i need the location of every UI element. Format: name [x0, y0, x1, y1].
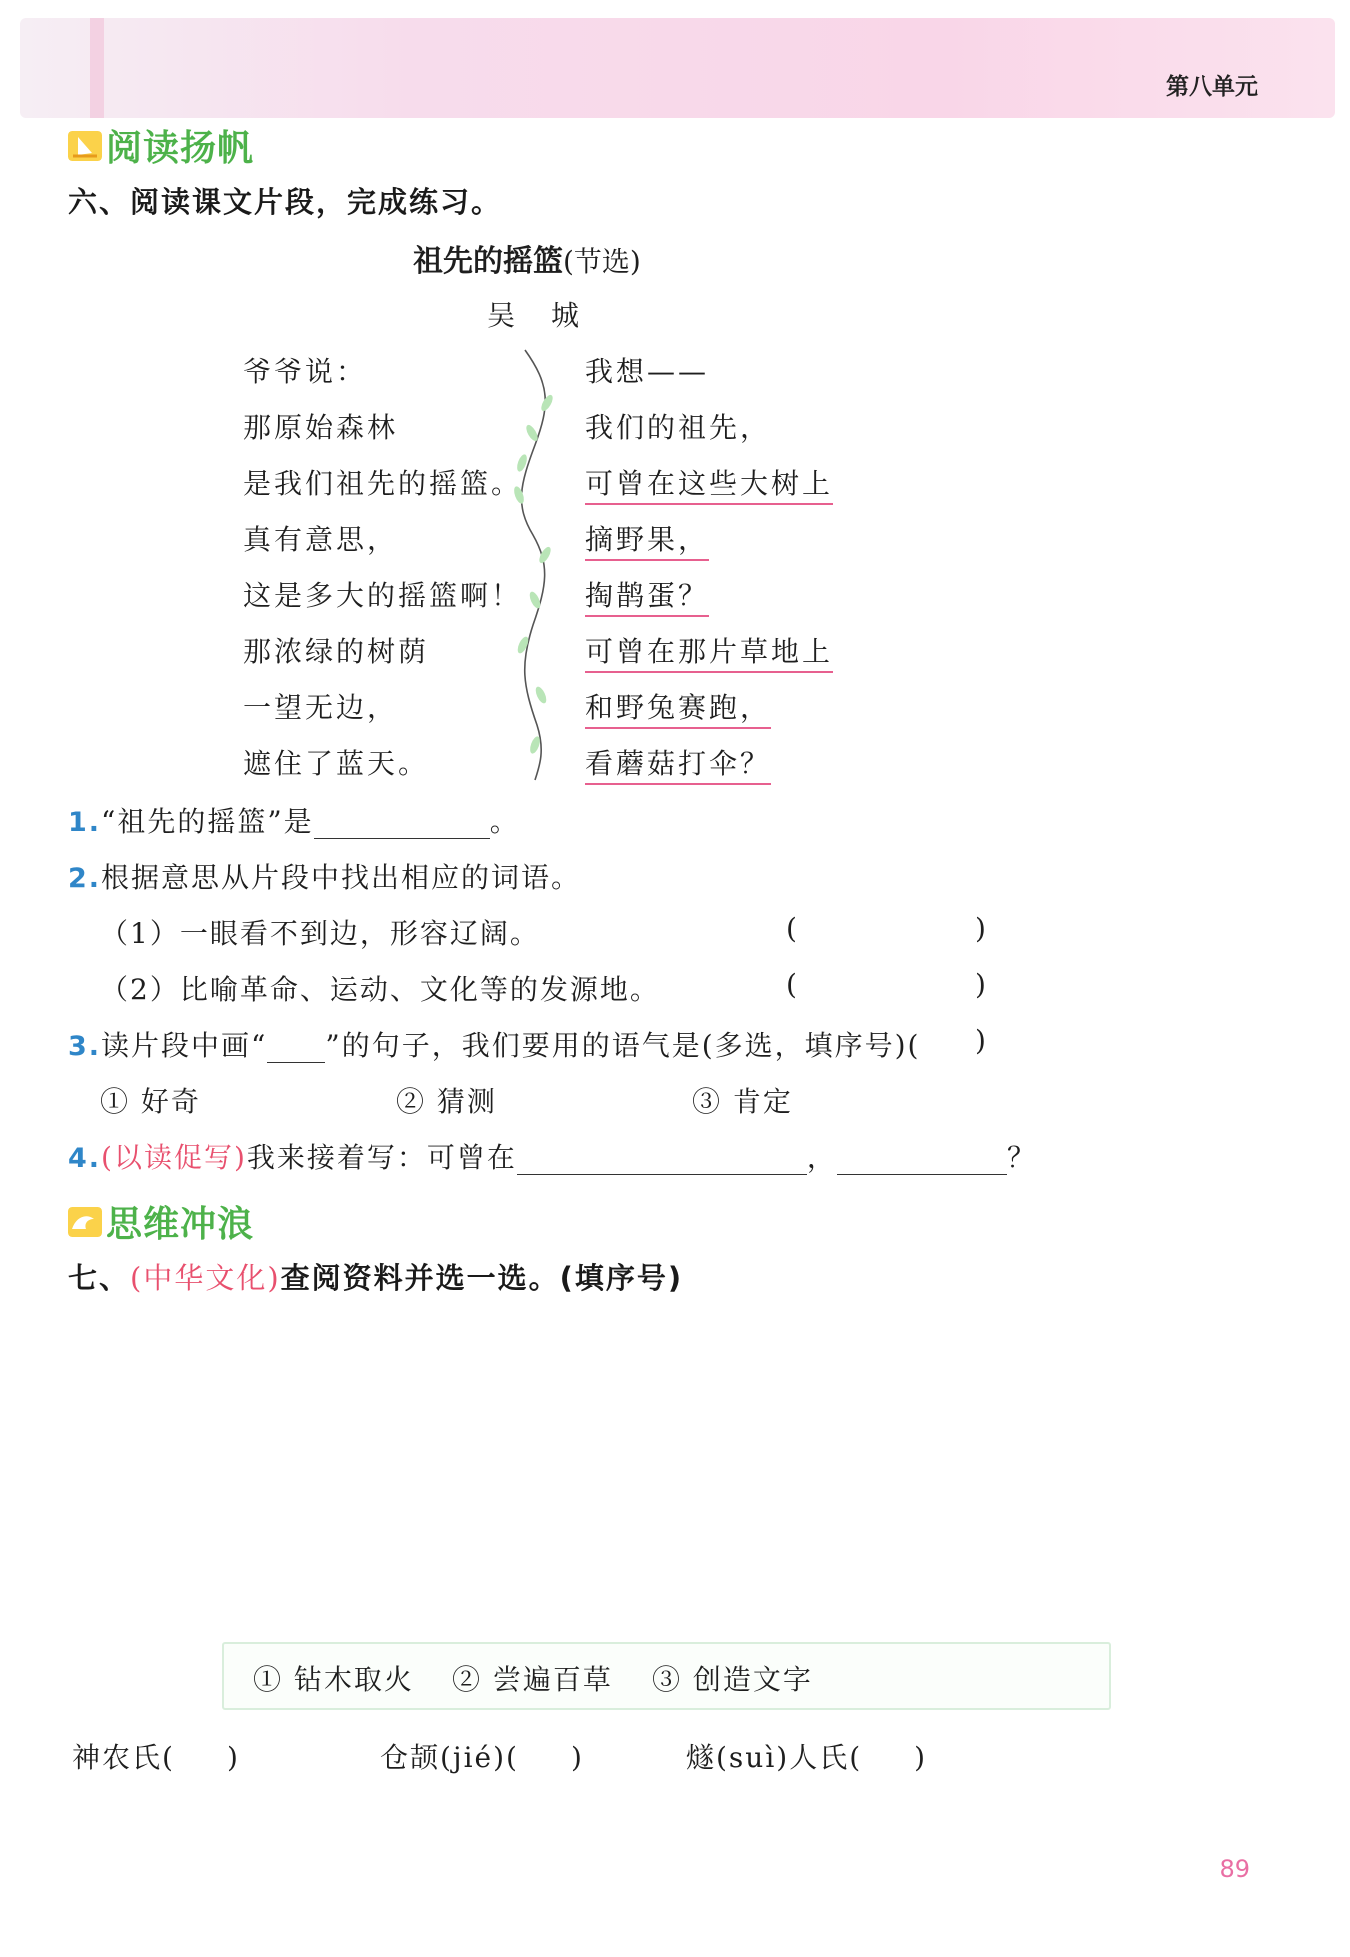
q7-tag: (中华文化): [130, 1261, 281, 1295]
item-text: “祖先的摇篮”是: [101, 805, 314, 838]
answer-blank[interactable]: [517, 1141, 807, 1175]
paren-close: ): [226, 1741, 240, 1774]
section-reading-title: [68, 120, 254, 171]
item-text-end: 。: [489, 805, 520, 838]
poem-title-text: 祖先的摇篮: [413, 244, 563, 279]
answer-box[interactable]: [862, 1741, 914, 1774]
poem-right-line-underlined: 可曾在那片草地上: [585, 630, 833, 673]
paren-close: ): [975, 912, 986, 945]
q7-option-3: ③ 创造文字: [652, 1663, 813, 1696]
section-thinking-title: [68, 1196, 254, 1247]
question-6-2-sub1: （1）一眼看不到边，形容辽阔。: [100, 917, 540, 950]
poem-left-line: 那浓绿的树荫: [243, 635, 430, 668]
question-6-heading: 六、阅读课文片段，完成练习。: [68, 185, 503, 219]
poem-left-line: 是我们祖先的摇篮。: [243, 467, 523, 500]
vine-divider-icon: [505, 345, 565, 785]
poem-left-line: 遮住了蓝天。: [243, 747, 430, 780]
question-mark: ？: [1006, 1141, 1037, 1174]
question-7-heading: [68, 1256, 683, 1297]
q7-blank-cangjie: [380, 1736, 584, 1776]
question-6-2: [68, 856, 581, 896]
q7-option-2: ② 尝遍百草: [452, 1663, 613, 1696]
item-number: 3.: [68, 1031, 102, 1062]
blank-label: 神农氏(: [72, 1741, 175, 1774]
answer-blank[interactable]: [314, 805, 490, 839]
blank-label: 燧(suì)人氏(: [686, 1741, 863, 1774]
poem-left-line: 真有意思，: [243, 523, 399, 556]
poem-left-line: 那原始森林: [243, 411, 399, 444]
option-3: ③ 肯定: [692, 1085, 793, 1118]
item-text: 我来接着写：可曾在: [246, 1141, 517, 1174]
option-1: ① 好奇: [100, 1085, 201, 1118]
q7-heading-text: 查阅资料并选一选。(填序号): [280, 1261, 684, 1295]
poem-right-line-underlined: 摘野果，: [585, 518, 709, 561]
poem-right-line-underlined: 掏鹊蛋？: [585, 574, 709, 617]
section-title-text: 阅读扬帆: [106, 128, 255, 169]
poem-title-note: (节选): [563, 245, 641, 278]
answer-box-3[interactable]: [870, 1024, 970, 1058]
poem-left-line: 爷爷说：: [243, 355, 368, 388]
poem-right-line: 我们的祖先，: [585, 411, 772, 444]
poem-left-line: 这是多大的摇篮啊！: [243, 579, 523, 612]
paren-close: ): [975, 1024, 986, 1057]
item-text: 读片段中画“: [101, 1029, 268, 1062]
poem-author: 吴城: [487, 299, 616, 332]
answer-box-2-2[interactable]: [815, 968, 965, 1002]
paren-open: (: [786, 968, 797, 1001]
item-number: 1.: [68, 807, 102, 838]
paren-close: ): [914, 1741, 928, 1774]
question-6-4: [68, 1136, 1037, 1176]
sail-icon: [68, 131, 102, 161]
section-title-text: 思维冲浪: [106, 1204, 255, 1245]
blank-label: 仓颉(jié)(: [380, 1741, 519, 1774]
q7-prefix: 七、: [68, 1261, 131, 1295]
paren-close: ): [975, 968, 986, 1001]
answer-blank[interactable]: [837, 1141, 1007, 1175]
paren-close: ): [570, 1741, 584, 1774]
poem-left-line: 一望无边，: [243, 691, 399, 724]
wave-icon: [68, 1207, 102, 1237]
answer-box[interactable]: [175, 1741, 227, 1774]
option-2: ② 猜测: [396, 1085, 497, 1118]
header-band: [20, 18, 1335, 118]
question-6-3: [68, 1024, 920, 1064]
poem-right-line-underlined: 可曾在这些大树上: [585, 462, 833, 505]
answer-box[interactable]: [519, 1741, 571, 1774]
answer-box-2-1[interactable]: [815, 912, 965, 946]
poem-title: [413, 236, 641, 280]
item-number: 4.: [68, 1143, 102, 1174]
poem-right-line-underlined: 和野兔赛跑，: [585, 686, 771, 729]
question-6-1: [68, 800, 520, 840]
q7-blank-suiren: [686, 1736, 927, 1776]
paren-open: (: [786, 912, 797, 945]
item-tag: (以读促写): [101, 1141, 247, 1174]
page-number: 89: [1219, 1855, 1250, 1883]
q7-option-1: ① 钻木取火: [253, 1663, 414, 1696]
item-number: 2.: [68, 863, 102, 894]
poem-right-line: 我想——: [585, 355, 710, 388]
underline-sample: [267, 1029, 325, 1063]
question-6-2-sub2: （2）比喻革命、运动、文化等的发源地。: [100, 973, 660, 1006]
poem-right-line-underlined: 看蘑菇打伞？: [585, 742, 771, 785]
unit-label: 第八单元: [1166, 74, 1258, 100]
item-text-cont: ”的句子，我们要用的语气是(多选，填序号)(: [325, 1029, 921, 1062]
comma: ，: [806, 1141, 837, 1174]
item-text: 根据意思从片段中找出相应的词语。: [101, 861, 582, 894]
q7-blank-shennong: [72, 1736, 240, 1776]
